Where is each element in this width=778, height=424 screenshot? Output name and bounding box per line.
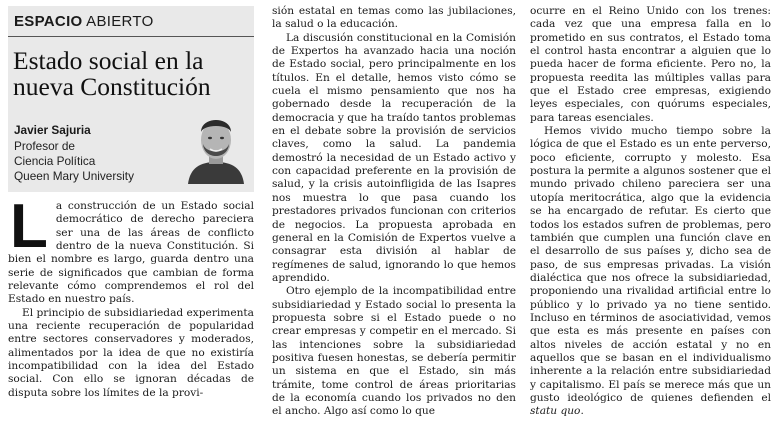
paragraph: ocurre en el Reino Unido con los trenes: cada vez que una empresa falla en lo prometido en sus contratos, el Estado toma el control hasta encontrar a alguien que lo pueda hacer de forma eficiente. Pero no, la propuesta reedita las múltiples vallas para que el Estado cree empresas, exigiendo leyes especiales, con quórums especiales, para tareas esenciales. [530,5,771,124]
author-title-1: Profesor de [14,139,75,153]
headline [13,48,253,100]
section-divider [8,36,254,37]
paragraph-end: . [580,405,584,418]
left-column-text [8,192,254,400]
headline-line-1: Estado social en la [13,46,204,75]
section-label-bold: ESPACIO [14,13,83,30]
paragraph: La discusión constitucional en la Comisión de Expertos ha avanzado hacia una noción de Estado social, pero principalmente en los títulos. En el detalle, hemos visto cómo se cuela el mismo pensamiento que nos ha gobernado desde la recuperación de la democracia y que ha traído tantos problemas en el debate sobre la provisión de servicios claves, como la salud. La pandemia demostró la necesidad de un Estado activo y con capacidad preferente en la provisión de salud, y la crisis autoinfligida de las Isapres nos muestra lo que pasa cuando los prestadores privados funcionan con criterios de negocios. La propuesta aprobada en general en la Comisión de Expertos vuelve a consagrar esta división al hablar de regímenes de salud, ignorando lo que hemos aprendido. [272,31,516,284]
paragraph: El principio de subsidiariedad experimenta una reciente recuperación de popularidad entre sectores conservadores y moderados, alimentados por la idea de que no existiría incompatibilidad con la idea del Estado social. Con ello se ignoran décadas de disputa sobre los límites de la provi- [8,306,254,399]
section-label [14,13,154,30]
paragraph: Otro ejemplo de la incompatibilidad entre subsidiariedad y Estado social lo presenta la propuesta sobre si el Estado puede o no crear empresas y competir en el mercado. Si las intenciones sobre la subsidiariedad positiva fuesen honestas, se debería permitir un sistema en que el Estado, sin más trámite, tome control de áreas prioritarias de la economía cuando los privados no den el ancho. Algo así como lo que [272,285,516,418]
italic-phrase: statu quo [530,405,581,418]
author-name: Javier Sajuria [14,123,91,137]
paragraph [530,125,771,419]
paragraph-text: Hemos vivido mucho tiempo sobre la lógica de que el Estado es un ente perverso, poco eficiente, corrupto y molesto. Esa postura la permite a algunos sostener que el mundo privado chileno pareciera ser una utopía meritocrática, algo que la evidencia se ha encargado de refutar. Es cierto que todos los estados sufren de problemas, pero también que cumplen una función clave en el desarrollo de sus países y, dicho sea de paso, de sus empresas privadas. La visión dialéctica que nos ofrece la subsidiariedad, proponiendo una rivalidad artificial entre lo público y lo privado ya no tiene sentido. Incluso en términos de asociatividad, vemos que esta es más presente en países con altos niveles de acción estatal y no en aquellos que se basan en el individualismo inherente a la relación entre subsidiariedad y capitalismo. El país se merece más que un gusto ideológico de quienes defienden el [530,125,771,404]
section-label-light: ABIERTO [86,13,154,30]
lead-paragraph-text: a construcción de un Estado social democrático de derecho pareciera ser una de las áreas de conflicto dentro de la nueva Constitución. Si bien el nombre es largo, guarda dentro una serie de significados que cambian de forma relevante cómo comprendemos el rol del Estado en nuestro país. [8,200,254,306]
middle-column [272,5,516,419]
right-column [530,5,771,419]
drop-cap: L [10,192,48,261]
author-title-2: Ciencia Política [14,154,96,168]
lead-paragraph [8,192,254,307]
author-photo [186,104,246,184]
author-title-3: Queen Mary University [14,169,134,183]
headline-line-2: nueva Constitución [13,72,211,101]
paragraph: sión estatal en temas como las jubilaciones, la salud o la educación. [272,5,516,31]
